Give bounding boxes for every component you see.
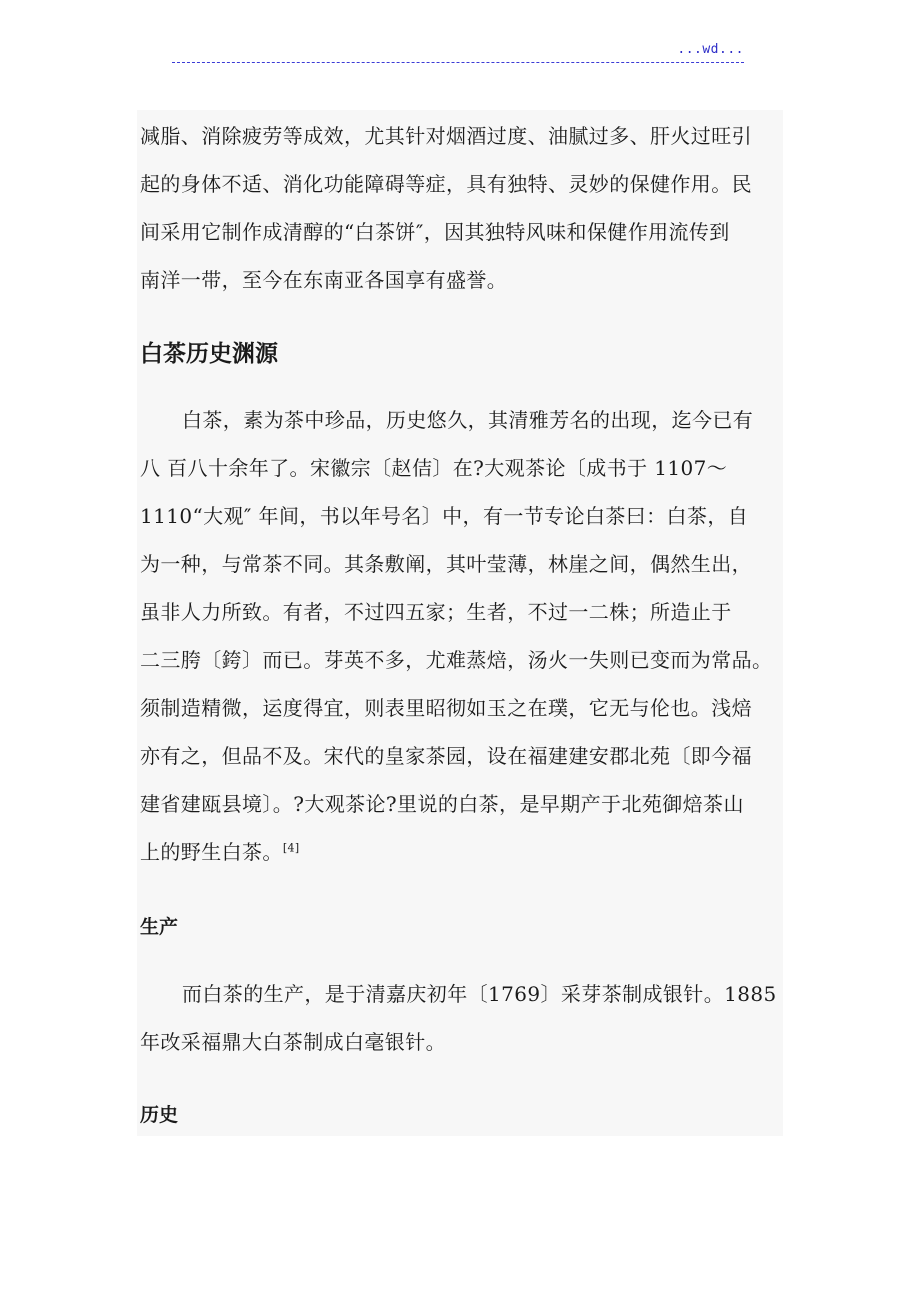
text-line: 须制造精微，运度得宜，则表里昭彻如玉之在璞，它无与伦也。浅焙 [140, 696, 752, 720]
text-line: 为一种，与常茶不同。其条敷阐，其叶莹薄，林崖之间，偶然生出， [140, 552, 752, 576]
text-line: 1110“大观″ 年间，书以年号名〕中，有一节专论白茶曰：白茶，自 [140, 504, 749, 528]
intro-paragraph [140, 112, 782, 304]
history-origin-paragraph [140, 396, 782, 876]
text-line: 亦有之，但品不及。宋代的皇家茶园，设在福建建安郡北苑〔即今福 [140, 744, 752, 768]
section-heading-history-origin: 白茶历史渊源 [140, 341, 278, 367]
text-line: 建省建瓯县境〕。?大观茶论?里说的白茶，是早期产于北苑御焙茶山 [140, 792, 744, 816]
text-line: 二三胯〔銙〕而已。芽英不多，尤难蒸焙，汤火一失则已变而为常品。 [140, 648, 773, 672]
text-line-indented [140, 970, 782, 1018]
section-heading-production: 生产 [140, 916, 179, 938]
text-line: 八 百八十余年了。宋徽宗〔赵佶〕在?大观茶论〔成书于 1107～ [140, 456, 728, 480]
text-line: 间采用它制作成清醇的“白茶饼″，因其独特风味和保健作用流传到 [140, 220, 730, 244]
section-heading-history: 历史 [140, 1104, 179, 1126]
text-line: 年改采福鼎大白茶制成白毫银针。 [140, 1030, 446, 1054]
production-paragraph [140, 970, 782, 1066]
citation-ref[interactable]: [4] [282, 841, 300, 855]
text-line: 而白茶的生产，是于清嘉庆初年〔1769〕采芽茶制成银针。1885 [182, 982, 777, 1006]
document-body [137, 110, 783, 1136]
page-header [172, 38, 744, 63]
text-line: 南洋一带，至今在东南亚各国享有盛誉。 [140, 268, 508, 292]
text-line: 上的野生白茶。 [140, 840, 283, 864]
text-line: 虽非人力所致。有者，不过四五家；生者，不过一二株；所造止于 [140, 600, 732, 624]
text-line: 白茶，素为茶中珍品，历史悠久，其清雅芳名的出现，迄今已有 [182, 408, 754, 432]
text-line-with-citation [140, 828, 782, 876]
text-line: 起的身体不适、消化功能障碍等症，具有独特、灵妙的保健作用。民 [140, 172, 752, 196]
header-mark: ...wd... [677, 42, 744, 57]
text-line: 减脂、消除疲劳等成效，尤其针对烟酒过度、油腻过多、肝火过旺引 [140, 124, 752, 148]
text-line-indented [140, 396, 782, 444]
